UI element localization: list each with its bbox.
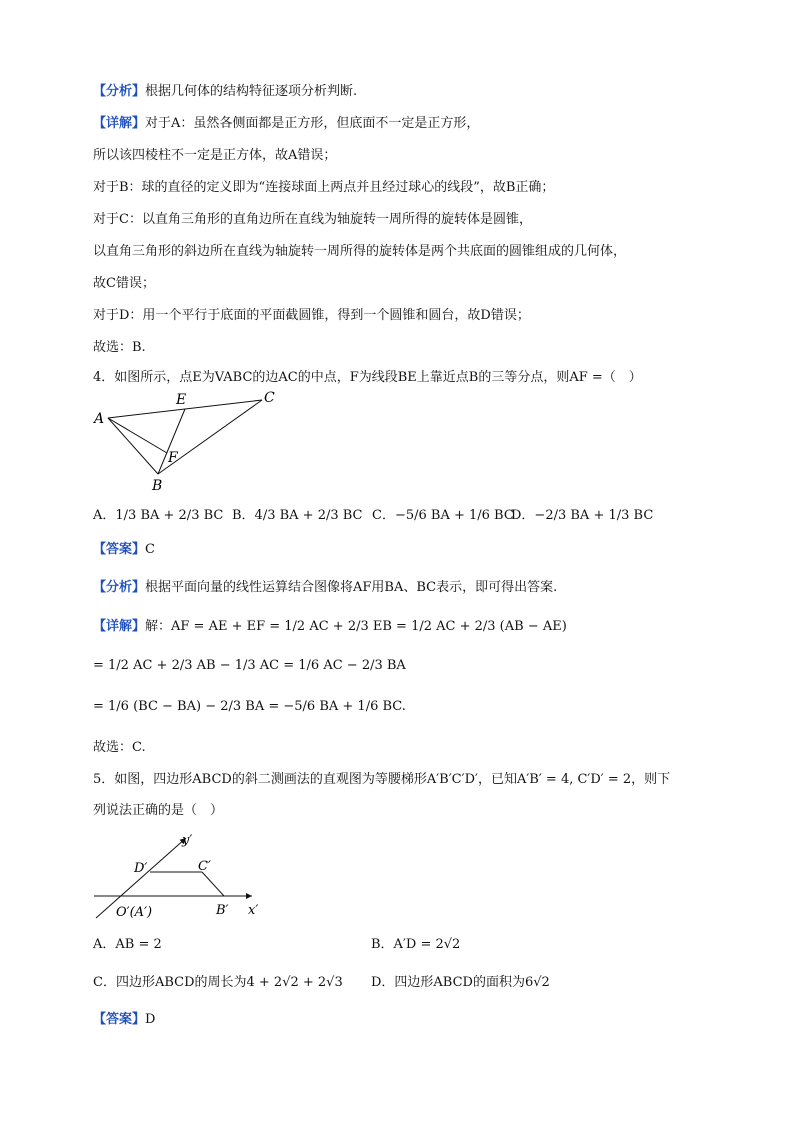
q4-choose-line: 故选：C.: [93, 740, 146, 755]
q5-label-b: B′: [216, 903, 229, 918]
q5-option-d: D．四边形ABCD的面积为6√2: [371, 975, 550, 990]
q4-stem: 4．如图所示，点E为VABC的边AC的中点，F为线段BE上靠近点B的三等分点，则AF =（ ）: [93, 370, 642, 385]
analysis-line-1: [93, 82, 357, 102]
q4-detail-tag: 【详解】: [93, 619, 146, 634]
q5-label-c: C′: [198, 859, 211, 874]
choose-line: 故选：B.: [93, 340, 146, 355]
q5-answer-line: [93, 1010, 155, 1030]
detail-line-6: 故C错误；: [93, 276, 155, 291]
q4-analysis-line: [93, 578, 557, 598]
analysis-text: 根据几何体的结构特征逐项分析判断.: [145, 84, 358, 99]
q4-label-b: B: [152, 478, 163, 494]
q5-option-b: B．A′D = 2√2: [371, 937, 461, 952]
q4-label-f: F: [168, 450, 178, 466]
q4-option-c: C．−5/6 BA + 1/6 BC: [372, 508, 514, 523]
q4-analysis-tag: 【分析】: [93, 580, 146, 595]
q4-answer-tag: 【答案】: [93, 542, 146, 557]
q5-stem-2: 列说法正确的是（ ）: [93, 803, 224, 818]
q5-label-y: y′: [182, 833, 193, 848]
q4-label-c: C: [264, 390, 275, 406]
q5-option-a: A．AB = 2: [93, 937, 162, 952]
detail-line-3: 对于B：球的直径的定义即为“连接球面上两点并且经过球心的线段”，故B正确；: [93, 180, 555, 195]
q4-detail-1: 解：AF = AE + EF = 1/2 AC + 2/3 EB = 1/2 AC + 2/3 (AB − AE): [145, 619, 567, 634]
detail-line-2: 所以该四棱柱不一定是正方体，故A错误；: [93, 148, 337, 163]
analysis-tag: 【分析】: [93, 84, 146, 99]
q4-detail-line-3: = 1/6 (BC − BA) − 2/3 BA = −5/6 BA + 1/6 BC.: [93, 699, 406, 714]
q4-label-a: A: [94, 411, 105, 427]
q4-option-d: D．−2/3 BA + 1/3 BC: [511, 508, 654, 523]
q4-segment-af: [108, 418, 167, 453]
detail-line-7: 对于D：用一个平行于底面的平面截圆锥，得到一个圆锥和圆台，故D错误；: [93, 308, 530, 323]
q5-answer: D: [145, 1012, 156, 1027]
q4-triangle-figure: [90, 388, 290, 498]
detail-line-5: 以直角三角形的斜边所在直线为轴旋转一周所得的旋转体是两个共底面的圆锥组成的几何体，: [93, 244, 627, 259]
detail-line-4: 对于C：以直角三角形的直角边所在直线为轴旋转一周所得的旋转体是圆锥，: [93, 212, 532, 227]
q5-answer-tag: 【答案】: [93, 1012, 146, 1027]
q4-answer: C: [145, 542, 155, 557]
q5-label-x: x′: [248, 903, 259, 918]
q5-stem-1: 5．如图，四边形ABCD的斜二测画法的直观图为等腰梯形A′B′C′D′，已知A′B′ = 4, C′D′ = 2，则下: [93, 772, 671, 787]
q5-option-c: C．四边形ABCD的周长为4 + 2√2 + 2√3: [93, 975, 343, 990]
q5-label-o: O′(A′): [116, 905, 153, 920]
q4-label-e: E: [176, 392, 187, 408]
q4-analysis: 根据平面向量的线性运算结合图像将AF用BA、BC表示，即可得出答案.: [145, 580, 558, 595]
q4-detail-line-1: [93, 617, 567, 637]
detail-line-1: [93, 114, 479, 134]
q5-segment-cb: [202, 872, 224, 896]
q5-label-d: D′: [134, 861, 148, 876]
q5-trapezoid-figure: [90, 828, 270, 926]
detail-text: 对于A：虽然各侧面都是正方形，但底面不一定是正方形，: [145, 116, 480, 131]
q4-answer-line: [93, 540, 155, 560]
q4-option-a: A．1/3 BA + 2/3 BC: [93, 508, 224, 523]
q4-segment-ab: [108, 418, 158, 474]
q4-detail-line-2: = 1/2 AC + 2/3 AB − 1/3 AC = 1/6 AC − 2/3 BA: [93, 658, 406, 673]
detail-tag: 【详解】: [93, 116, 146, 131]
q4-option-b: B．4/3 BA + 2/3 BC: [232, 508, 363, 523]
